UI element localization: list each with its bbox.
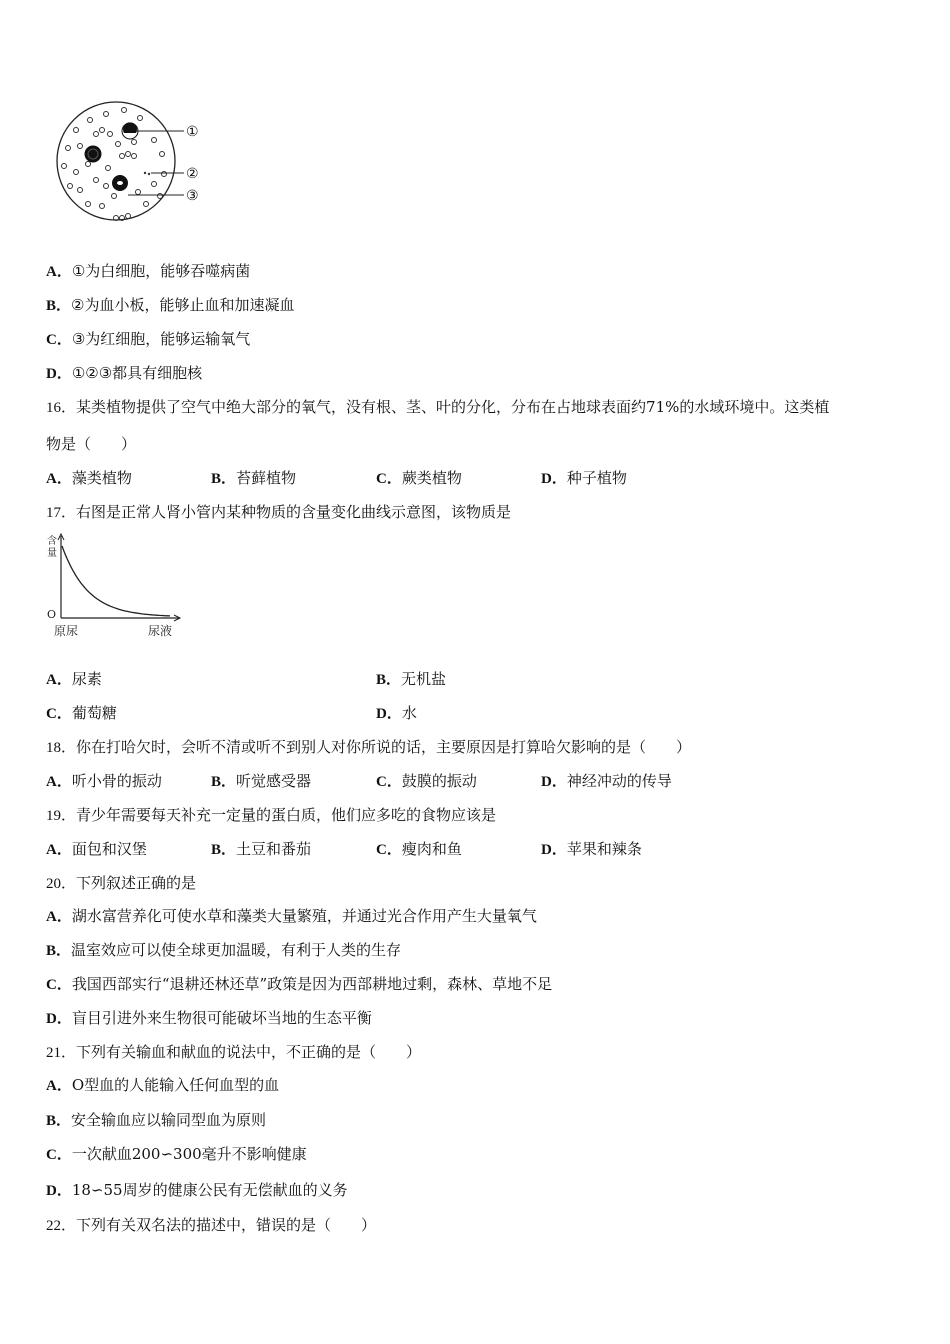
white-blood-cell-1 — [122, 122, 138, 139]
option-text: O型血的人能输入任何血型的血 — [71, 1076, 280, 1094]
series-line — [62, 546, 170, 616]
option-label: C． — [46, 977, 72, 993]
question-text: 右图是正常人肾小管内某种物质的含量变化曲线示意图，该物质是 — [76, 503, 512, 521]
question-text: 下列有关双名法的描述中，错误的是（ ） — [76, 1216, 377, 1234]
q19-option-a[interactable]: A．面包和汉堡 — [46, 840, 147, 858]
option-text: 温室效应可以使全球更加温暖，有利于人类的生存 — [71, 941, 402, 959]
q18-option-b[interactable]: B．听觉感受器 — [211, 772, 312, 790]
q18-stem — [46, 737, 691, 758]
option-label: B． — [46, 1113, 72, 1129]
option-text: 一次献血200∽300毫升不影响健康 — [71, 1145, 307, 1163]
white-blood-cell-3 — [112, 175, 128, 191]
q21-option-d[interactable] — [46, 1180, 348, 1201]
option-text: 18∽55周岁的健康公民有无偿献血的义务 — [71, 1181, 348, 1199]
y-axis-label-char: 量 — [47, 548, 57, 559]
q17-option-d[interactable]: D．水 — [376, 704, 417, 722]
q19-option-d[interactable]: D．苹果和辣条 — [541, 840, 642, 858]
q15-option-b[interactable] — [46, 295, 294, 316]
option-label: C． — [46, 1147, 72, 1163]
x-tick-label-end: 尿液 — [148, 624, 173, 638]
q16-option-c[interactable]: C．蕨类植物 — [376, 469, 462, 487]
q17-option-b[interactable]: B．无机盐 — [376, 670, 447, 688]
kidney-curve-chart — [42, 532, 192, 640]
q20-option-b[interactable] — [46, 940, 401, 961]
q15-option-a[interactable] — [46, 261, 250, 282]
question-text: 你在打哈欠时，会听不清或听不到别人对你所说的话，主要原因是打算哈欠影响的是（ ） — [76, 738, 692, 756]
y-axis-label-char: 含 — [47, 536, 57, 547]
label-1: ① — [186, 124, 199, 140]
question-number: 17． — [46, 505, 77, 521]
q17-stem — [46, 502, 511, 523]
q19-stem — [46, 805, 496, 826]
question-text: 青少年需要每天补充一定量的蛋白质，他们应多吃的食物应该是 — [76, 806, 497, 824]
platelets — [144, 172, 150, 175]
q20-option-c[interactable] — [46, 974, 552, 995]
x-tick-label-start: 原尿 — [54, 624, 79, 638]
white-blood-cell-2 — [85, 146, 102, 163]
option-text: 湖水富营养化可使水草和藻类大量繁殖，并通过光合作用产生大量氧气 — [71, 907, 537, 925]
q16-stem-cont — [46, 434, 136, 454]
smear-boundary — [57, 102, 175, 220]
red-blood-cells — [62, 108, 167, 221]
label-3: ③ — [186, 188, 199, 204]
q18-option-d[interactable]: D．神经冲动的传导 — [541, 772, 672, 790]
q16-option-d[interactable]: D．种子植物 — [541, 469, 627, 487]
question-text: 物是（ ） — [46, 435, 137, 453]
q15-option-c[interactable] — [46, 329, 250, 350]
question-number: 20． — [46, 876, 77, 892]
option-text: 安全输血应以输同型血为原则 — [71, 1111, 267, 1129]
y-axis-label-chars — [47, 534, 57, 559]
q19-option-b[interactable]: B．土豆和番茄 — [211, 840, 312, 858]
origin-label: O — [47, 608, 57, 621]
q18-option-a[interactable]: A．听小骨的振动 — [46, 772, 162, 790]
option-text: ①为白细胞，能够吞噬病菌 — [71, 262, 251, 280]
question-number: 22． — [46, 1218, 77, 1234]
q21-option-c[interactable] — [46, 1144, 307, 1165]
question-number: 19． — [46, 808, 77, 824]
q20-stem — [46, 873, 196, 894]
option-label: D． — [46, 1183, 72, 1199]
question-text: 某类植物提供了空气中绝大部分的氧气，没有根、茎、叶的分化，分布在占地球表面约71%的水域环境中。这类植 — [76, 398, 830, 416]
question-text: 下列叙述正确的是 — [76, 874, 197, 892]
q16-option-b[interactable]: B．苔藓植物 — [211, 469, 297, 487]
q15-option-d[interactable] — [46, 363, 202, 384]
option-label: C． — [46, 332, 72, 348]
q17-option-c[interactable]: C．葡萄糖 — [46, 704, 117, 722]
label-2: ② — [186, 166, 199, 182]
option-text: ②为血小板，能够止血和加速凝血 — [71, 296, 295, 314]
q21-option-b[interactable] — [46, 1110, 266, 1131]
q19-option-c[interactable]: C．瘦肉和鱼 — [376, 840, 462, 858]
option-text: 我国西部实行“退耕还林还草”政策是因为西部耕地过剩，森林、草地不足 — [71, 975, 553, 993]
option-text: 盲目引进外来生物很可能破坏当地的生态平衡 — [71, 1009, 372, 1027]
option-label: A． — [46, 264, 72, 280]
option-text: ③为红细胞，能够运输氧气 — [71, 330, 251, 348]
question-text: 下列有关输血和献血的说法中，不正确的是（ ） — [76, 1043, 422, 1061]
q21-option-a[interactable] — [46, 1075, 279, 1096]
q16-stem — [46, 397, 829, 418]
q16-option-a[interactable]: A．藻类植物 — [46, 469, 132, 487]
option-label: A． — [46, 909, 72, 925]
option-label: D． — [46, 366, 72, 382]
option-text: ①②③都具有细胞核 — [71, 364, 203, 382]
q21-stem — [46, 1042, 421, 1063]
question-number: 18． — [46, 740, 77, 756]
question-number: 16． — [46, 400, 77, 416]
q22-stem — [46, 1215, 376, 1236]
blood-smear-figure — [50, 100, 210, 230]
q18-option-c[interactable]: C．鼓膜的振动 — [376, 772, 477, 790]
q20-option-d[interactable] — [46, 1008, 372, 1029]
option-label: B． — [46, 298, 72, 314]
q17-option-a[interactable]: A．尿素 — [46, 670, 102, 688]
q20-option-a[interactable] — [46, 906, 537, 927]
option-label: A． — [46, 1078, 72, 1094]
question-number: 21． — [46, 1045, 77, 1061]
option-label: B． — [46, 943, 72, 959]
option-label: D． — [46, 1011, 72, 1027]
